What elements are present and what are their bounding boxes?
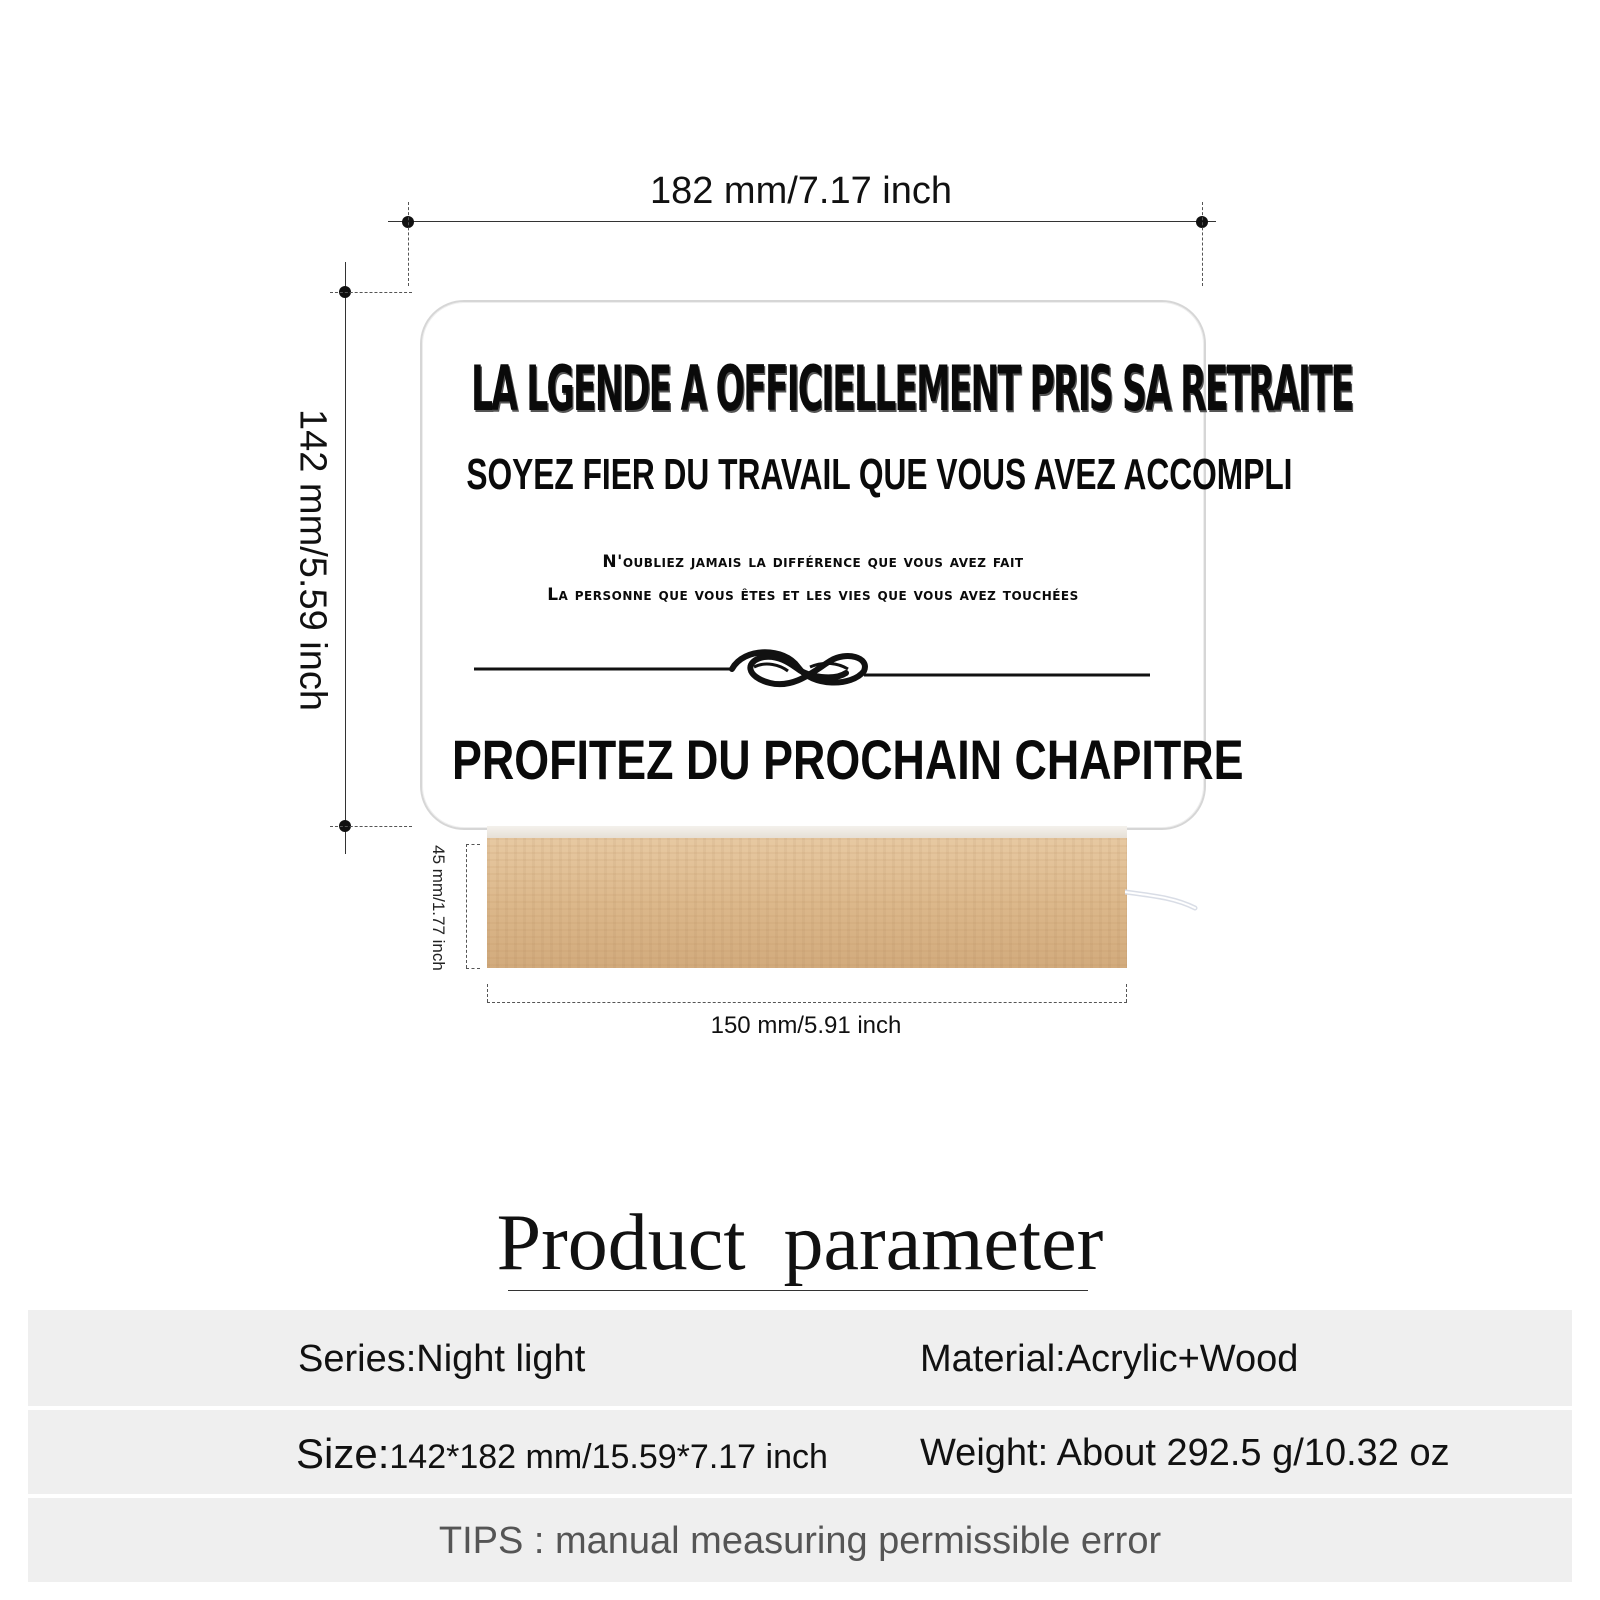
parameter-size-value: 142*182 mm/15.59*7.17 inch	[389, 1438, 828, 1476]
parameters-tips: TIPS : manual measuring permissible error	[438, 1520, 1162, 1562]
acrylic-plaque	[420, 300, 1353, 830]
usb-cable-icon	[1125, 880, 1205, 920]
parameters-title: Product parameter	[496, 1199, 1104, 1287]
height-dimension-line	[345, 262, 346, 854]
parameters-row-2	[28, 1410, 1572, 1494]
base-height-dimension-top-tick	[466, 844, 480, 845]
base-width-dimension-label: 150 mm/5.91 inch	[710, 1012, 902, 1039]
parameters-tips-row	[28, 1498, 1572, 1582]
plaque-message-line-2: La personne que vous êtes et les vies que vous avez touchées	[547, 585, 1079, 605]
width-dimension-left-extension	[408, 202, 409, 286]
height-dimension-label: 142 mm/5.59 inch	[291, 408, 334, 712]
parameter-size-key: Size:	[296, 1430, 390, 1477]
width-dimension-line	[388, 221, 1216, 222]
parameter-size	[296, 1430, 828, 1478]
plaque-subheadline: SOYEZ FIER DU TRAVAIL QUE VOUS AVEZ ACCOMPLI	[466, 450, 1293, 499]
base-height-dimension-line	[466, 844, 467, 968]
width-dimension-right-extension	[1202, 202, 1203, 286]
height-dimension-bottom-extension	[330, 826, 412, 827]
plaque-closing-line: PROFITEZ DU PROCHAIN CHAPITRE	[452, 728, 1244, 791]
parameters-row-1	[28, 1310, 1572, 1406]
parameter-material: Material:Acrylic+Wood	[920, 1338, 1299, 1380]
height-dimension-top-extension	[330, 292, 412, 293]
wooden-led-base	[487, 838, 1127, 968]
flourish-divider-icon	[474, 637, 1150, 697]
parameters-title-underline	[508, 1290, 1088, 1291]
width-dimension-label: 182 mm/7.17 inch	[649, 170, 953, 212]
base-width-dimension-line	[487, 1002, 1127, 1003]
plaque-headline: LA LGENDE A OFFICIELLEMENT PRIS SA RETRAITE	[471, 352, 1353, 425]
parameter-series: Series:Night light	[298, 1338, 586, 1380]
base-width-dimension-left-tick	[487, 984, 488, 1002]
base-width-dimension-right-tick	[1126, 984, 1127, 1002]
base-height-dimension-bottom-tick	[466, 968, 480, 969]
plaque-message-line-1: N'oubliez jamais la différence que vous avez fait	[602, 552, 1024, 572]
parameter-weight: Weight: About 292.5 g/10.32 oz	[920, 1432, 1450, 1474]
base-height-dimension-label: 45 mm/1.77 inch	[429, 845, 448, 971]
